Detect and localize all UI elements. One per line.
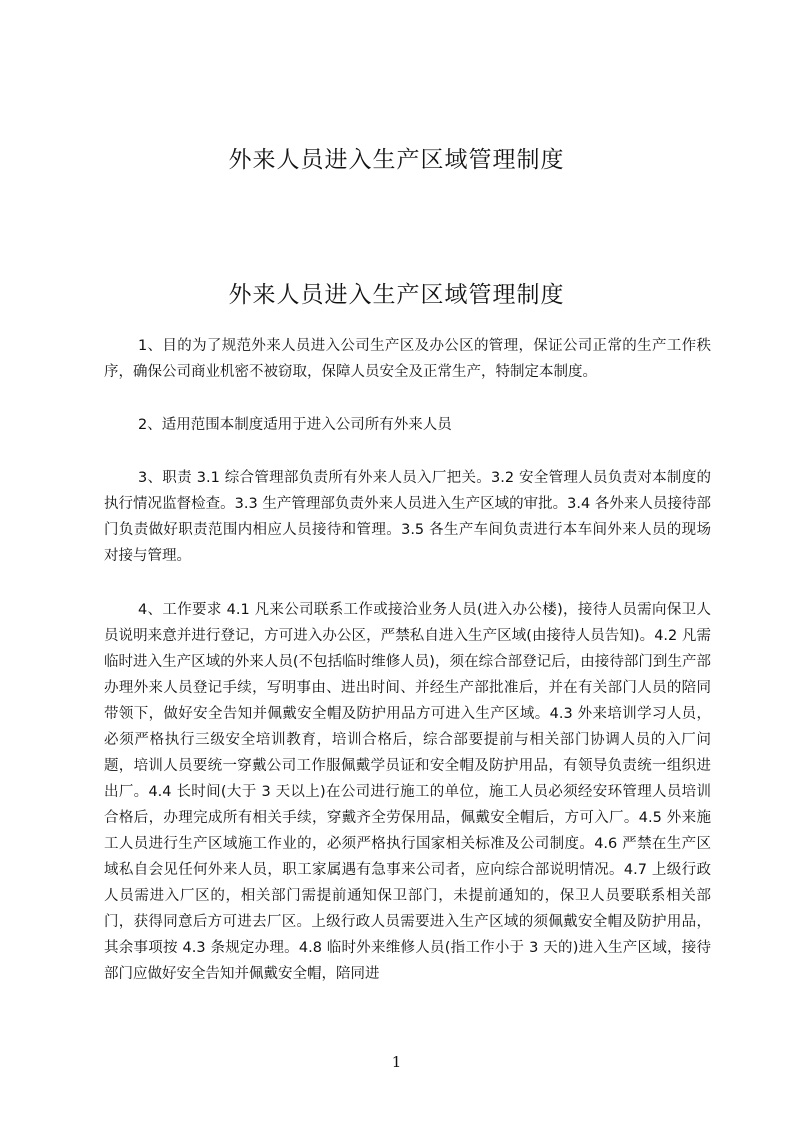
- cover-title: 外来人员进入生产区域管理制度: [228, 147, 565, 173]
- paragraph-purpose-text: 1、目的为了规范外来人员进入公司生产区及办公区的管理，保证公司正常的生产工作秩序，确保公司商业机密不被窃取，保障人员安全及正常生产，特制定本制度。: [104, 338, 711, 380]
- paragraph-requirements: [104, 597, 711, 987]
- paragraph-scope-text: 2、适用范围本制度适用于进入公司所有外来人员: [138, 417, 452, 433]
- paragraph-responsibilities: [104, 465, 711, 569]
- paragraph-scope: [104, 412, 711, 438]
- page-number: 1: [391, 1053, 402, 1071]
- paragraph-requirements-text: 4、工作要求 4.1 凡来公司联系工作或接洽业务人员(进入办公楼)，接待人员需向保卫人员说明来意并进行登记，方可进入办公区，严禁私自进入生产区域(由接待人员告知)。4.2 凡需临时进入生产区域的外来人员(不包括临时维修人员)，须在综合部登记后，由接待部门到生产部办理外来人员登记手续，写明事由、进出时间、并经生产部批准后，并在有关部门人员的陪同带领下，做好安全告知并佩戴安全帽及防护用品方可进入生产区域。4.3 外来培训学习人员，必须严格执行三级安全培训教育，培训合格后，综合部要提前与相关部门协调人员的入厂问题，培训人员要统一穿戴公司工作服佩戴学员证和安全帽及防护用品，有领导负责统一组织进出厂。4.4 长时间(大于 3 天以上)在公司进行施工的单位，施工人员必须经安环管理人员培训合格后，办理完成所有相关手续，穿戴齐全劳保用品，佩戴安全帽后，方可入厂。4.5 外来施工人员进行生产区域施工作业的，必须严格执行国家相关标准及公司制度。4.6 严禁在生产区域私自会见任何外来人员，职工家属遇有急事来公司者，应向综合部说明情况。4.7 上级行政人员需进入厂区的，相关部门需提前通知保卫部门，未提前通知的，保卫人员要联系相关部门，获得同意后方可进去厂区。上级行政人员需要进入生产区域的须佩戴安全帽及防护用品，其余事项按 4.3 条规定办理。4.8 临时外来维修人员(指工作小于 3 天的)进入生产区域，接待部门应做好安全告知并佩戴安全帽，陪同进: [104, 602, 711, 982]
- document-heading: 外来人员进入生产区域管理制度: [228, 282, 565, 308]
- paragraph-responsibilities-text: 3、职责 3.1 综合管理部负责所有外来人员入厂把关。3.2 安全管理人员负责对本制度的执行情况监督检查。3.3 生产管理部负责外来人员进入生产区域的审批。3.4 各外来人员接待部门负责做好职责范围内相应人员接待和管理。3.5 各生产车间负责进行本车间外来人员的现场对接与管理。: [104, 470, 711, 564]
- paragraph-purpose: [104, 333, 711, 385]
